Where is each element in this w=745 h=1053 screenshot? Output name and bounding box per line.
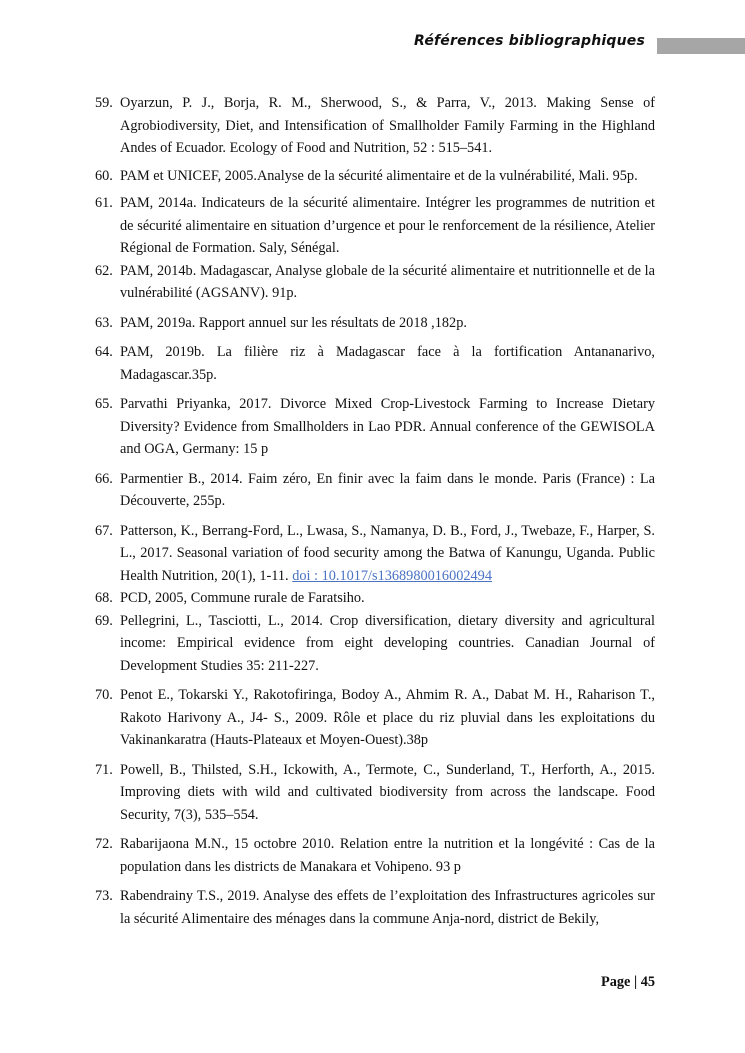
reference-text: Parmentier B., 2014. Faim zéro, En finir avec la faim dans le monde. Paris (France) : La Découverte, 255p. xyxy=(120,470,655,509)
reference-text: PAM et UNICEF, 2005.Analyse de la sécurité alimentaire et de la vulnérabilité, Mali. 95p. xyxy=(120,167,638,184)
header-decor-bar xyxy=(657,38,745,54)
reference-item xyxy=(95,192,655,260)
reference-text: PAM, 2014b. Madagascar, Analyse globale de la sécurité alimentaire et nutritionnelle et de la vulnérabilité (AGSANV). 91p. xyxy=(120,262,655,301)
reference-item xyxy=(95,468,655,513)
reference-number: 60. xyxy=(95,167,113,184)
reference-number: 70. xyxy=(95,687,113,703)
reference-text: Parvathi Priyanka, 2017. Divorce Mixed Crop-Livestock Farming to Increase Dietary Diversity? Evidence from Smallholders in Lao PDR. Annual conference of the GEWISOLA and OGA, Germany: 15 p xyxy=(120,396,655,457)
reference-text: PCD, 2005, Commune rurale de Faratsiho. xyxy=(120,590,365,606)
reference-text: Oyarzun, P. J., Borja, R. M., Sherwood, S., & Parra, V., 2013. Making Sense of Agrobiodiversity, Diet, and Intensification of Smallholder Family Farming in the Highland Andes of Ecuador. Ecology of Food and Nutrition, 52 : 515–541. xyxy=(120,95,655,156)
reference-item xyxy=(95,833,655,878)
reference-number: 63. xyxy=(95,314,113,331)
reference-item xyxy=(95,260,655,305)
reference-number: 64. xyxy=(95,344,113,360)
reference-number: 67. xyxy=(95,522,113,539)
reference-item xyxy=(95,587,655,610)
reference-text: Rabarijaona M.N., 15 octobre 2010. Relation entre la nutrition et la longévité : Cas de la population dans les districts de Manakara et Vohipeno. 93 p xyxy=(120,836,655,875)
reference-item xyxy=(95,312,655,335)
reference-number: 69. xyxy=(95,612,113,629)
reference-number: 61. xyxy=(95,195,113,211)
reference-number: 68. xyxy=(95,590,113,606)
reference-number: 72. xyxy=(95,836,113,852)
reference-body: Patterson, K., Berrang-Ford, L., Lwasa, S., Namanya, D. B., Ford, J., Twebaze, F., Harper, S. L., 2017. Seasonal variation of food security among the Batwa of Kanungu, Uganda. Public Health Nutrition, 20(1), 1-11. xyxy=(120,522,655,584)
reference-text: Rabendrainy T.S., 2019. Analyse des effets de l’exploitation des Infrastructures agricoles sur la sécurité Alimentaire des ménages dans la commune Anja-nord, district de Bekily, xyxy=(120,888,655,927)
doi-link[interactable]: doi : 10.1017/s1368980016002494 xyxy=(292,567,492,584)
reference-number: 73. xyxy=(95,888,113,904)
reference-item xyxy=(95,684,655,752)
reference-text xyxy=(120,520,655,588)
reference-text: PAM, 2019a. Rapport annuel sur les résultats de 2018 ,182p. xyxy=(120,314,467,331)
reference-item xyxy=(95,393,655,461)
reference-number: 59. xyxy=(95,95,113,111)
reference-number: 66. xyxy=(95,470,113,487)
reference-item xyxy=(95,165,655,188)
reference-number: 65. xyxy=(95,396,113,412)
reference-text: Pellegrini, L., Tasciotti, L., 2014. Crop diversification, dietary diversity and agricultural income: Empirical evidence from eight developing countries. Canadian Journal of Development Studies 35: 211-227. xyxy=(120,612,655,674)
reference-text: Powell, B., Thilsted, S.H., Ickowith, A., Termote, C., Sunderland, T., Herforth, A., 2015. Improving diets with wild and cultivated biodiversity from across the landscape. Food Security, 7(3), 535–554. xyxy=(120,761,655,823)
reference-text: Penot E., Tokarski Y., Rakotofiringa, Bodoy A., Ahmim R. A., Dabat M. H., Raharison T., Rakoto Harivony A., J4- S., 2009. Rôle et place du riz pluvial dans les exploitations du Vakinankaratra (Hauts-Plateaux et Moyen-Ouest).38p xyxy=(120,687,655,748)
page-number: Page | 45 xyxy=(601,974,655,990)
reference-item xyxy=(95,885,655,930)
reference-number: 71. xyxy=(95,761,113,778)
reference-item xyxy=(95,341,655,386)
reference-item xyxy=(95,759,655,827)
reference-item xyxy=(95,520,655,588)
reference-item xyxy=(95,610,655,678)
reference-number: 62. xyxy=(95,262,113,279)
reference-text: PAM, 2014a. Indicateurs de la sécurité alimentaire. Intégrer les programmes de nutrition et de sécurité alimentaire en situation d’urgence et pour le renforcement de la résilience, Atelier Régional de Formation. Saly, Sénégal. xyxy=(120,195,655,256)
reference-text: PAM, 2019b. La filière riz à Madagascar face à la fortification Antananarivo, Madagascar.35p. xyxy=(120,344,655,383)
reference-item xyxy=(95,92,655,160)
reference-list xyxy=(95,92,655,930)
page-header-title: Références bibliographiques xyxy=(414,33,645,49)
